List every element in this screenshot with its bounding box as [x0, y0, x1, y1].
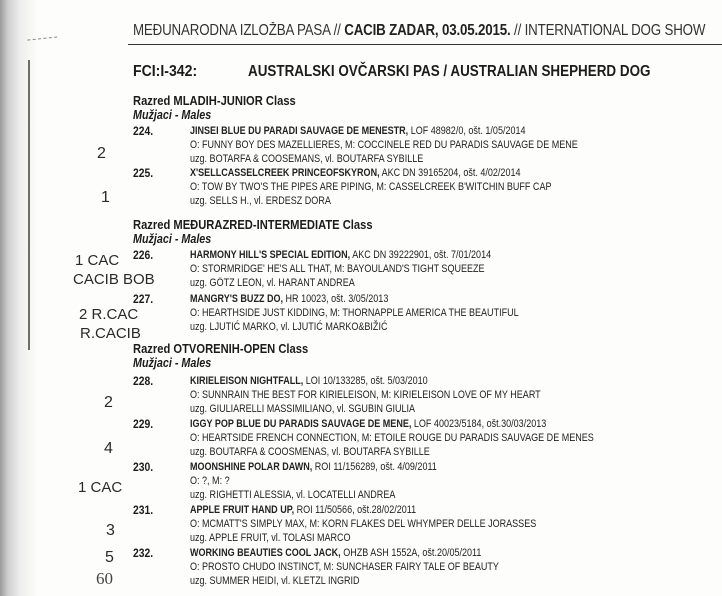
binding-mark — [27, 36, 58, 54]
dog-name: APPLE FRUIT HAND UP, — [190, 504, 295, 516]
dog-registration: LOF 40023/5184, ošt.30/03/2013 — [413, 418, 547, 430]
entry-number: 224. — [133, 126, 154, 138]
dog-name: HARMONY HILL'S SPECIAL EDITION, — [190, 249, 351, 261]
handwritten-placement-232: 5 — [105, 549, 114, 566]
dog-registration: OHZB ASH 1552A, ošt.20/05/2011 — [343, 547, 482, 559]
handwritten-placement-225: 1 — [101, 189, 110, 206]
dog-parents: O: TOW BY TWO'S THE PIPES ARE PIPING, M: CASSELCREEK B'WITCHIN BUFF CAP — [190, 181, 552, 193]
binding-edge — [28, 60, 30, 350]
entry-title-line — [190, 504, 416, 516]
dog-owner: uzg. BOUTARFA & COOSMENAS, vl. BOUTARFA SYBILLE — [190, 446, 430, 458]
handwritten-placement-228: 2 — [104, 394, 113, 411]
handwritten-award-227: R.CACIB — [80, 325, 141, 342]
dog-parents: O: MCMATT'S SIMPLY MAX, M: KORN FLAKES DEL WHYMPER DELLE JORASSES — [190, 518, 537, 530]
dog-parents: O: ?, M: ? — [190, 475, 230, 487]
dog-name: MANGRY'S BUZZ DO, — [190, 293, 284, 305]
fci-line — [133, 63, 206, 81]
dog-owner: uzg. SUMMER HEIDI, vl. KLETZL INGRID — [190, 575, 360, 587]
dog-owner: uzg. SELLS H., vl. ERDESZ DORA — [190, 195, 331, 207]
handwritten-placement-230: 1 CAC — [78, 479, 123, 496]
dog-name: X'SELLCASSELCREEK PRINCEOFSKYRON, — [190, 167, 380, 179]
entry-title-line — [190, 547, 481, 559]
dog-registration: LOI 10/133285, ošt. 5/03/2010 — [305, 375, 428, 387]
class-title-open: Razred OTVORENIH-OPEN Class — [133, 341, 309, 356]
dog-parents: O: HEARTHSIDE JUST KIDDING, M: THORNAPPLE AMERICA THE BEAUTIFUL — [190, 307, 519, 319]
dog-parents: O: FUNNY BOY DES MAZELLIERES, M: COCCINELE RED DU PARADIS SAUVAGE DE MENE — [190, 139, 578, 151]
dog-parents: O: PROSTO CHUDO INSTINCT, M: SUNCHASER FAIRY TALE OF BEAUTY — [190, 561, 499, 573]
dog-registration: LOF 48982/0, ošt. 1/05/2014 — [410, 125, 526, 137]
handwritten-placement-227: 2 R.CAC — [79, 306, 139, 323]
header-rule — [128, 44, 722, 45]
sex-label-open: Mužjaci - Males — [133, 356, 212, 370]
entry-title-line — [190, 249, 491, 261]
fci-code: FCI:I-342: — [133, 63, 198, 80]
entry-number: 229. — [133, 419, 154, 431]
handwritten-placement-224: 2 — [97, 145, 106, 162]
header-left: MEĐUNARODNA IZLOŽBA PASA // — [133, 22, 341, 39]
breed-title: AUSTRALSKI OVČARSKI PAS / AUSTRALIAN SHEPHERD DOG — [248, 63, 651, 80]
handwritten-placement-229: 4 — [104, 440, 113, 457]
handwritten-placement-231: 3 — [106, 522, 115, 539]
dog-registration: ROI 11/50566, ošt.28/02/2011 — [296, 504, 417, 516]
book-binding-shadow — [0, 0, 36, 596]
dog-owner: uzg. LJUTIĆ MARKO, vl. LJUTIĆ MARKO&BIŽIĆ — [190, 321, 388, 333]
dog-owner: uzg. GÖTZ LEON, vl. HARANT ANDREA — [190, 277, 355, 289]
entry-number: 228. — [133, 376, 154, 388]
header-right: // INTERNATIONAL DOG SHOW — [514, 22, 706, 39]
dog-owner: uzg. BOTARFA & COOSEMANS, vl. BOUTARFA SYBILLE — [190, 153, 424, 165]
entry-title-line — [190, 167, 521, 179]
dog-registration: AKC DN 39222901, ošt. 7/01/2014 — [352, 249, 492, 261]
class-title-intermediate: Razred MEĐURAZRED-INTERMEDIATE Class — [133, 217, 373, 232]
dog-name: MOONSHINE POLAR DAWN, — [190, 461, 313, 473]
dog-registration: AKC DN 39165204, ošt. 4/02/2014 — [381, 167, 521, 179]
dog-name: KIRIELEISON NIGHTFALL, — [190, 375, 304, 387]
entry-number: 226. — [133, 250, 154, 262]
dog-name: IGGY POP BLUE DU PARADIS SAUVAGE DE MENE, — [190, 418, 412, 430]
page-header — [133, 22, 706, 40]
handwritten-award-226: CACIB BOB — [73, 271, 155, 288]
sex-label-junior: Mužjaci - Males — [133, 108, 212, 122]
entry-number: 227. — [133, 294, 154, 306]
handwritten-placement-226: 1 CAC — [75, 252, 120, 269]
dog-parents: O: HEARTSIDE FRENCH CONNECTION, M: ETOILE ROUGE DU PARADIS SAUVAGE DE MENES — [190, 432, 594, 444]
entry-title-line — [190, 293, 388, 305]
page-number: 60 — [96, 569, 113, 588]
dog-owner: uzg. RIGHETTI ALESSIA, vl. LOCATELLI ANDREA — [190, 489, 396, 501]
dog-name: JINSEI BLUE DU PARADI SAUVAGE DE MENESTR, — [190, 125, 409, 137]
sex-label-intermediate: Mužjaci - Males — [133, 232, 212, 246]
dog-name: WORKING BEAUTIES COOL JACK, — [190, 547, 341, 559]
dog-parents: O: STORMRIDGE' HE'S ALL THAT, M: BAYOULAND'S TIGHT SQUEEZE — [190, 263, 485, 275]
entry-number: 231. — [133, 505, 154, 517]
header-center: CACIB ZADAR, 03.05.2015. — [344, 22, 511, 39]
entry-title-line — [190, 125, 526, 137]
entry-number: 225. — [133, 168, 154, 180]
dog-registration: HR 10023, ošt. 3/05/2013 — [285, 293, 389, 305]
entry-title-line — [190, 375, 428, 387]
dog-parents: O: SUNNRAIN THE BEST FOR KIRIELEISON, M: KIRIELEISON LOVE OF MY HEART — [190, 389, 541, 401]
entry-title-line — [190, 461, 437, 473]
class-title-junior: Razred MLADIH-JUNIOR Class — [133, 93, 296, 108]
dog-registration: ROI 11/156289, ošt. 4/09/2011 — [314, 461, 437, 473]
entry-number: 232. — [133, 548, 154, 560]
entry-title-line — [190, 418, 546, 430]
entry-number: 230. — [133, 462, 154, 474]
dog-owner: uzg. APPLE FRUIT, vl. TOLASI MARCO — [190, 532, 351, 544]
dog-owner: uzg. GIULIARELLI MASSIMILIANO, vl. SGUBIN GIULIA — [190, 403, 416, 415]
